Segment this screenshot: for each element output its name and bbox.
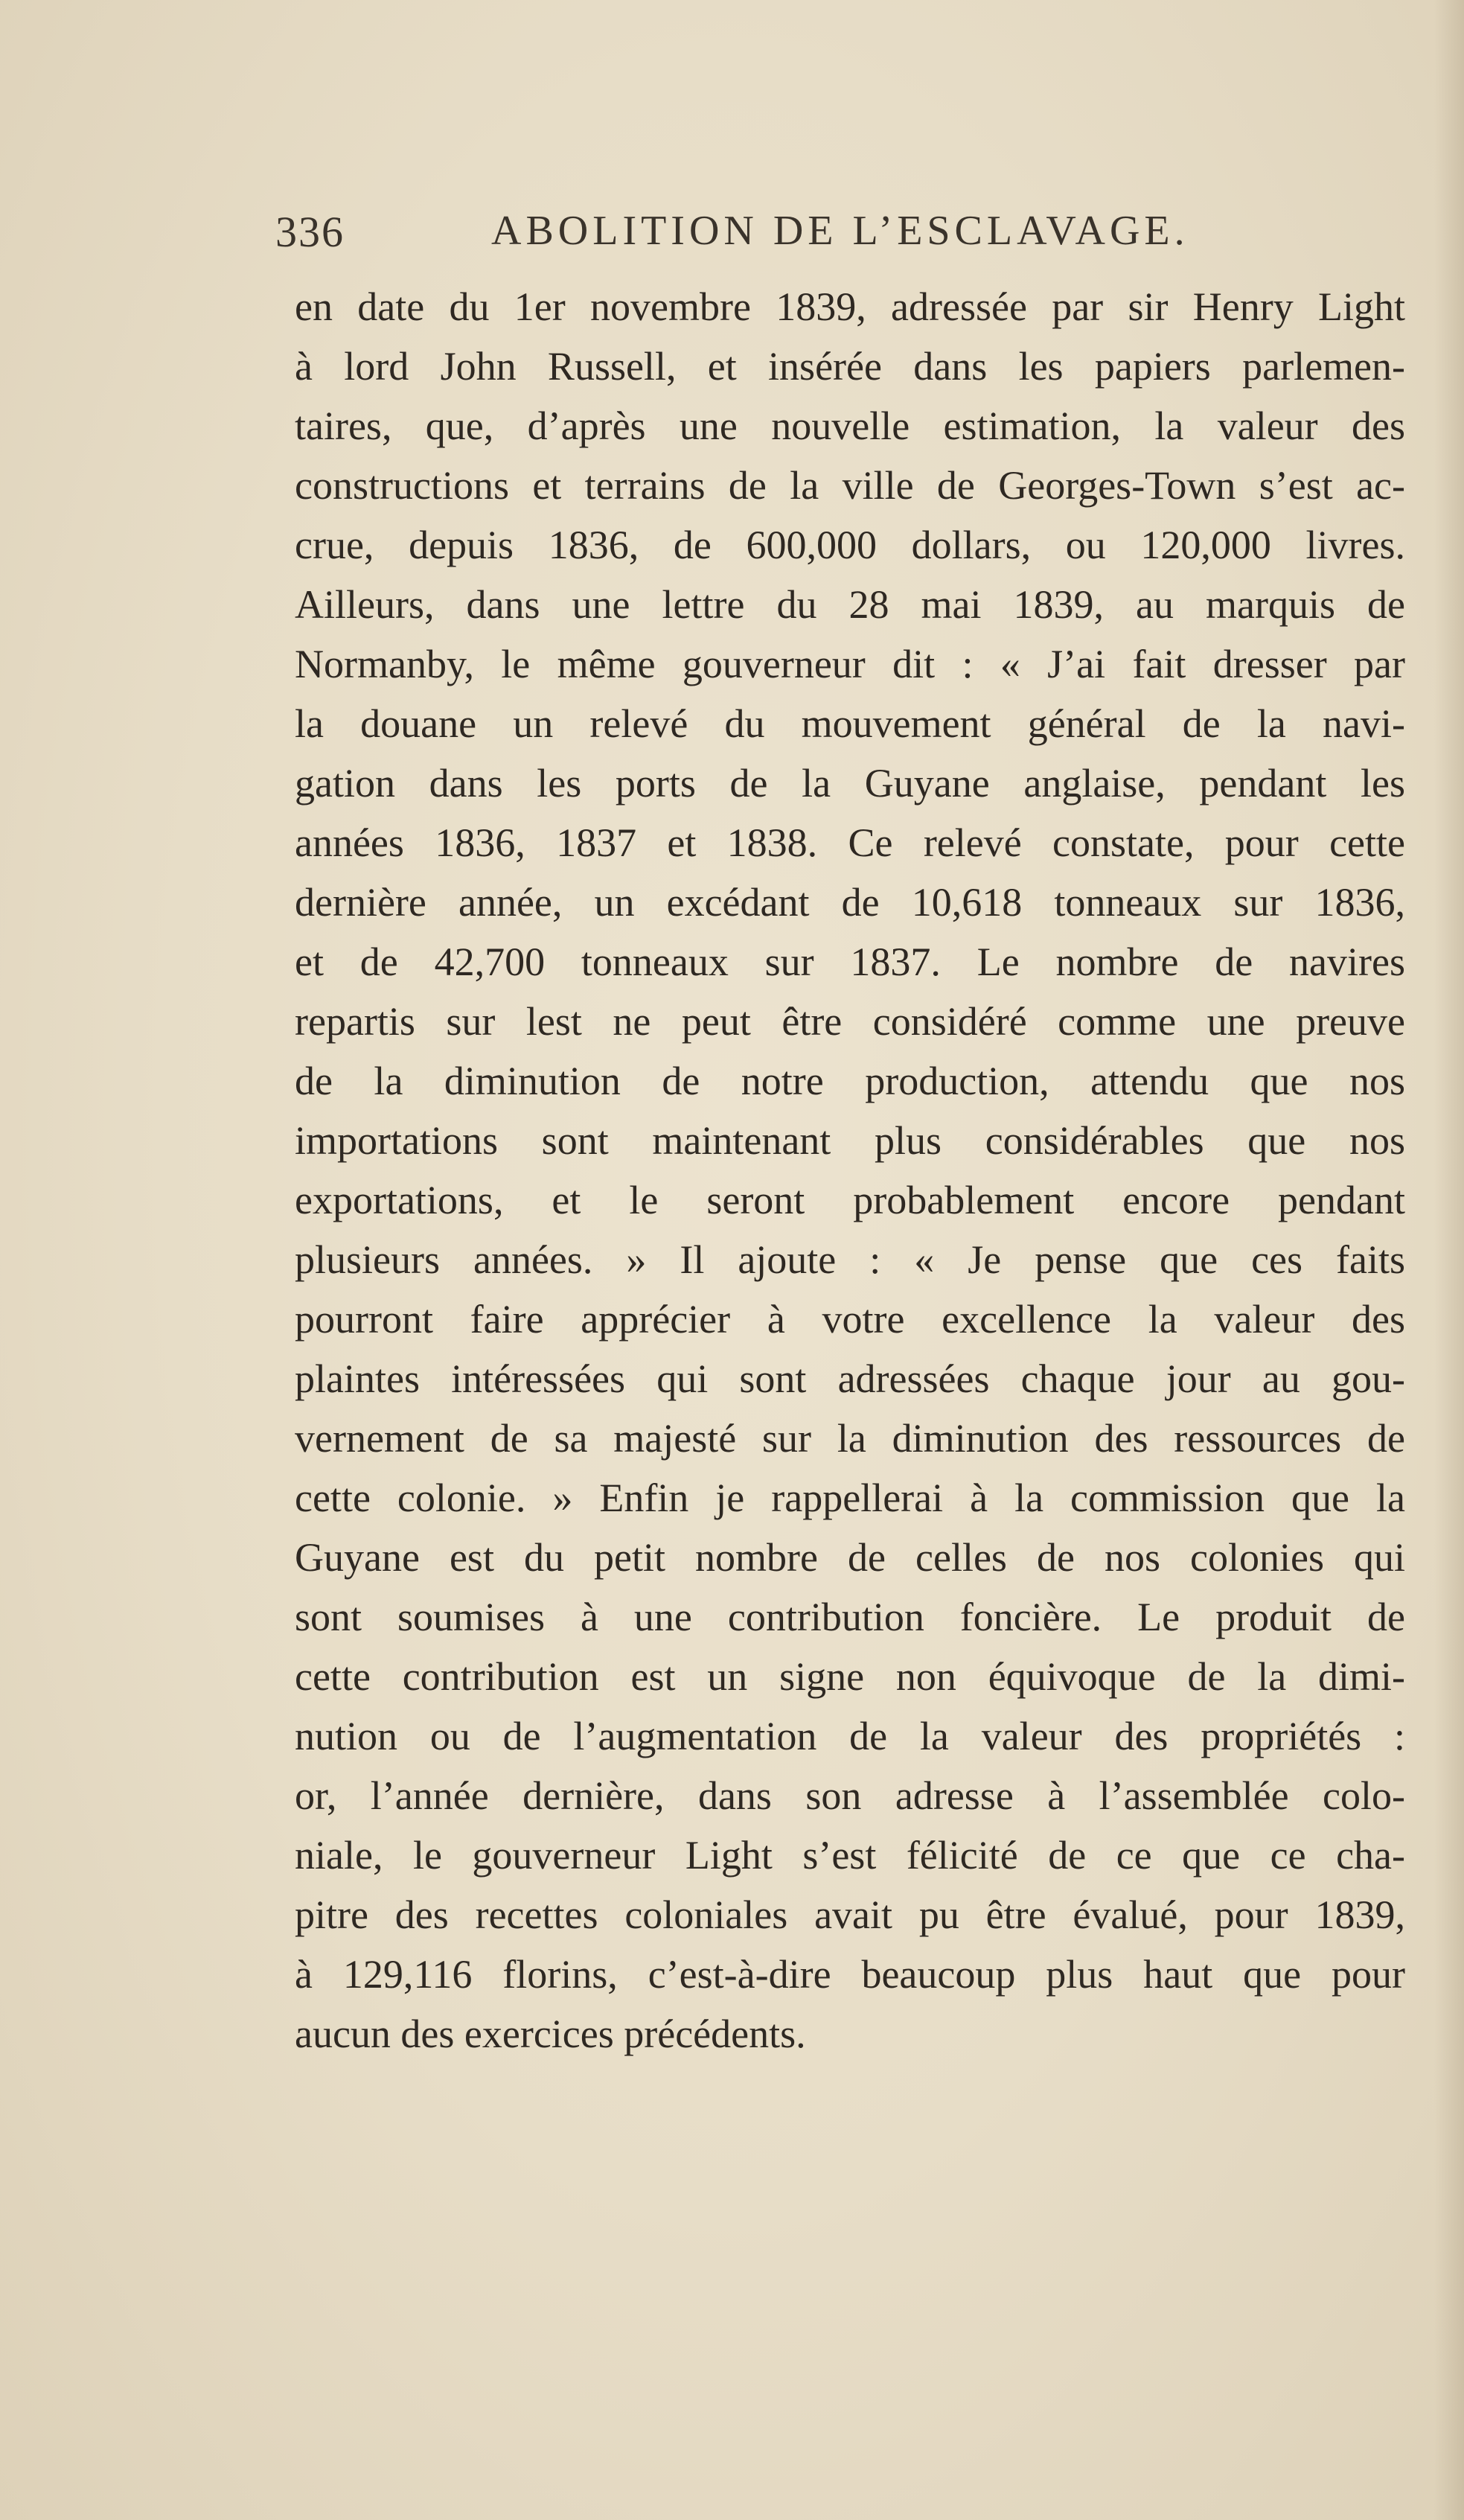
text-line: repartis sur lest ne peut être considéré comme une preuve [295,999,1405,1044]
text-line: la douane un relevé du mouvement général de la navi- [295,701,1405,746]
body-text [295,277,1405,2064]
text-line: niale, le gouverneur Light s’est félicité de ce que ce cha- [295,1833,1405,1878]
text-line: cette colonie. » Enfin je rappellerai à la commission que la [295,1476,1405,1520]
text-line: aucun des exercices précédents. [295,2012,806,2056]
text-line: et de 42,700 tonneaux sur 1837. Le nombre de navires [295,940,1405,984]
text-line: constructions et terrains de la ville de Georges-Town s’est ac- [295,463,1405,508]
page-edge-shadow [1434,0,1464,2520]
text-line: pitre des recettes coloniales avait pu être évalué, pour 1839, [295,1892,1405,1937]
text-line: cette contribution est un signe non équivoque de la dimi- [295,1654,1405,1699]
text-line: pourront faire apprécier à votre excellence la valeur des [295,1297,1405,1342]
text-line: à lord John Russell, et insérée dans les papiers parlemen- [295,344,1405,389]
running-head: ABOLITION DE L’ESCLAVAGE. [491,208,1189,254]
text-line: plaintes intéressées qui sont adressées chaque jour au gou- [295,1356,1405,1401]
text-line: taires, que, d’après une nouvelle estimation, la valeur des [295,403,1405,448]
page-header [275,207,1243,274]
text-line: Normanby, le même gouverneur dit : « J’ai fait dresser par [295,642,1405,686]
text-line: crue, depuis 1836, de 600,000 dollars, ou 120,000 livres. [295,523,1405,567]
page-number: 336 [275,208,345,256]
text-line: Ailleurs, dans une lettre du 28 mai 1839, au marquis de [295,582,1405,627]
text-line: en date du 1er novembre 1839, adressée par sir Henry Light [295,284,1405,329]
text-line: sont soumises à une contribution foncière. Le produit de [295,1595,1405,1639]
text-line: années 1836, 1837 et 1838. Ce relevé constate, pour cette [295,820,1405,865]
text-line: vernement de sa majesté sur la diminution des ressources de [295,1416,1405,1461]
text-line: gation dans les ports de la Guyane anglaise, pendant les [295,761,1405,806]
text-line: exportations, et le seront probablement encore pendant [295,1178,1405,1222]
text-line: dernière année, un excédant de 10,618 tonneaux sur 1836, [295,880,1405,925]
text-line: Guyane est du petit nombre de celles de nos colonies qui [295,1535,1405,1580]
text-line: à 129,116 florins, c’est-à-dire beaucoup plus haut que pour [295,1952,1405,1997]
text-line: de la diminution de notre production, attendu que nos [295,1059,1405,1103]
text-line: nution ou de l’augmentation de la valeur des propriétés : [295,1714,1405,1758]
text-line: or, l’année dernière, dans son adresse à l’assemblée colo- [295,1773,1405,1818]
text-line: importations sont maintenant plus considérables que nos [295,1118,1405,1163]
text-line: plusieurs années. » Il ajoute : « Je pense que ces faits [295,1237,1405,1282]
